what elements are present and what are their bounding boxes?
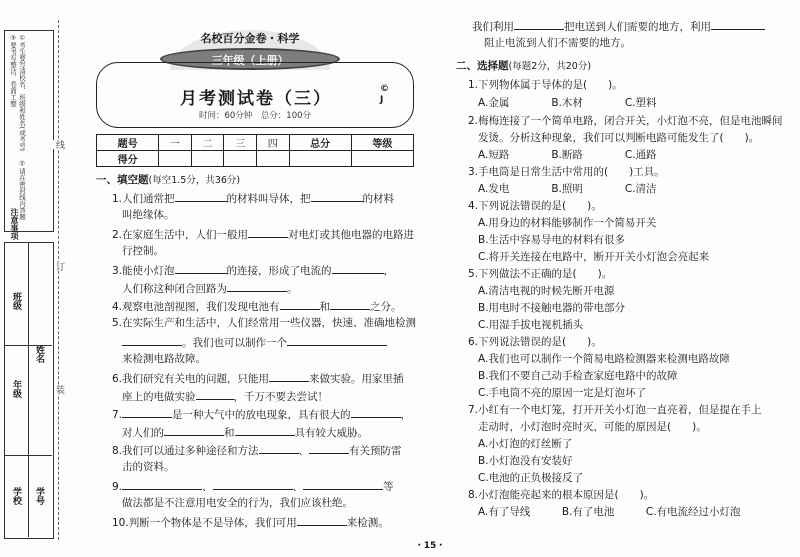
choice-line[interactable]: C.手电筒不亮的原因一定是灯泡坏了 — [478, 387, 647, 399]
field-grade-label[interactable]: 年级 — [11, 380, 21, 398]
score-header-cell: 三 — [224, 135, 257, 151]
score-header-cell: 总分 — [289, 135, 351, 151]
choice-line[interactable]: A.金属 B.木材 C.塑料 — [478, 97, 657, 109]
score-row-label: 得分 — [97, 151, 159, 167]
choice-line: 发烫。分析这种现象，我们可以判断电路可能发生了( )。 — [478, 132, 760, 144]
choice-line[interactable]: B.生活中容易导电的材料有很多 — [478, 234, 626, 246]
field-school-label[interactable]: 学校 — [11, 487, 21, 505]
q9-line1: 9. 、 、 等 — [112, 478, 394, 494]
choice-line: 4.下列说法错误的是( )。 — [468, 200, 602, 212]
answer-blank[interactable] — [122, 334, 182, 346]
answer-blank[interactable] — [213, 478, 293, 490]
field-id-label[interactable]: 学号 — [34, 487, 44, 505]
grade-label: 三年级（上册） — [211, 54, 289, 67]
answer-blank[interactable] — [164, 424, 224, 436]
answer-blank[interactable] — [311, 190, 363, 202]
section2-heading — [456, 58, 591, 73]
notice-item-1: ①考生要写清校名、班级和姓名(或考号) — [18, 34, 26, 152]
answer-blank[interactable] — [175, 262, 227, 274]
time-score: 时间：60分钟 总分：100分 — [198, 111, 312, 121]
score-header-cell: 题号 — [97, 135, 159, 151]
choice-line[interactable]: C.电池的正负极接反了 — [478, 472, 584, 484]
choice-line: 3.手电筒是日常生活中常用的( )工具。 — [468, 166, 665, 178]
q6-line2: 座上的电做实验 ，千万不要去尝试！ — [122, 388, 328, 404]
q1-line1: 1.人们通常把 的材料叫导体，把 的材料 — [112, 190, 394, 206]
answer-blank[interactable] — [196, 388, 234, 400]
choice-line[interactable]: C.用湿手拔电视机插头 — [478, 319, 584, 331]
choice-line[interactable]: A.用身边的材料能够制作一个简易开关 — [478, 217, 657, 229]
q7-line1: 7. 是一种大气中的放电现象，具有很大的 ， — [112, 406, 411, 422]
choice-line[interactable]: A.我们也可以制作一个简易电路检测器来检测电路故障 — [478, 353, 730, 365]
answer-blank[interactable] — [259, 442, 299, 454]
series-label: 名校百分金卷・科学 — [200, 32, 300, 45]
score-cell[interactable] — [289, 151, 351, 167]
score-cell[interactable] — [256, 151, 289, 167]
answer-blank[interactable] — [122, 478, 202, 490]
answer-blank[interactable] — [248, 226, 288, 238]
answer-blank[interactable] — [303, 478, 383, 490]
q2-line1: 2.在家庭生活中，人们一般用 对电灯或其他电器的电路进 — [112, 226, 414, 242]
score-cell[interactable] — [224, 151, 257, 167]
q5-line3: 来检测电路故障。 — [122, 353, 206, 365]
choice-line[interactable]: B.小灯泡没有安装好 — [478, 455, 573, 467]
side-mark: ©J — [380, 84, 389, 105]
choice-line[interactable]: B.我们不要自己动手检查家庭电路中的故障 — [478, 370, 678, 382]
score-cell[interactable] — [351, 151, 413, 167]
score-header-cell: 等级 — [351, 135, 413, 151]
binding-mark-ding: 订 — [54, 262, 64, 271]
q8-line1: 8.我们可以通过多种途径和方法 、 有关预防雷 — [112, 442, 402, 458]
q5-line1: 5.在实际生产和生活中，人们经常用一些仪器，快速、准确地检测 — [112, 317, 417, 329]
notice-item-2: ②请在密封线内答题 — [18, 159, 26, 220]
choice-line: 1.下列物体属于导体的是( )。 — [468, 79, 623, 91]
section2-note: (每题2分，共20分) — [508, 61, 592, 72]
answer-blank[interactable] — [330, 298, 370, 310]
binding-line — [58, 20, 59, 540]
q10-line1: 10.判断一个物体是不是导体，我们可用 来检测。 — [112, 514, 389, 530]
answer-blank[interactable] — [235, 424, 295, 436]
q6-line1: 6.我们研究有关电的问题，只能用 来做实验。用家里插 — [112, 370, 404, 386]
choice-line: 2.梅梅连接了一个简单电路，闭合开关，小灯泡不亮，但是电池瞬间 — [468, 115, 783, 127]
q1-line2: 叫绝缘体。 — [122, 209, 175, 221]
field-class-label[interactable]: 班级 — [11, 292, 21, 310]
binding-mark-line: 线 — [54, 140, 64, 149]
choice-line: 8.小灯泡能亮起来的根本原因是( )。 — [468, 489, 655, 501]
choice-line[interactable]: A.发电 B.照明 C.清洁 — [478, 183, 657, 195]
notice-item-3: ③要书写整洁、卷面工整 — [9, 34, 17, 107]
q3-line2: 人们称这种闭合回路为 。 — [122, 280, 298, 296]
answer-blank[interactable] — [297, 514, 347, 526]
answer-blank[interactable] — [309, 442, 349, 454]
choice-line[interactable]: A.有了导线 B.有了电池 C.有电流经过小灯泡 — [478, 506, 741, 518]
notice-items — [8, 34, 26, 224]
choice-line[interactable]: B.用电时不接触电器的带电部分 — [478, 302, 626, 314]
section1-heading — [96, 172, 240, 187]
choice-line[interactable]: A.小灯泡的灯丝断了 — [478, 438, 573, 450]
score-table-score-row — [97, 151, 414, 167]
score-header-cell: 四 — [256, 135, 289, 151]
answer-blank[interactable] — [287, 334, 387, 346]
answer-blank[interactable] — [280, 298, 320, 310]
q3-line1: 3.能使小灯泡 的连接，形成了电流的 ， — [112, 262, 394, 278]
field-name-label[interactable]: 姓名 — [34, 345, 44, 363]
answer-blank[interactable] — [711, 18, 765, 30]
q9-line2: 做法都是不注意用电安全的行为，我们应该杜绝。 — [122, 497, 353, 509]
answer-blank[interactable] — [227, 280, 287, 292]
notice-title: 注意事项 — [10, 208, 19, 240]
score-cell[interactable] — [159, 151, 192, 167]
q7-line2: 对人们的 和 具有较大威胁。 — [122, 424, 368, 440]
choice-line: 走动时，小灯泡时亮时灭，可能的原因是( )。 — [478, 421, 707, 433]
answer-blank[interactable] — [175, 190, 227, 202]
choice-line[interactable]: A.短路 B.断路 C.通路 — [478, 149, 657, 161]
answer-blank[interactable] — [269, 370, 309, 382]
answer-blank[interactable] — [332, 262, 384, 274]
choice-line: 6.下列说法错误的是( )。 — [468, 336, 602, 348]
answer-blank[interactable] — [514, 18, 564, 30]
q5-line2: 。我们也可以制作一个 — [122, 334, 387, 350]
q4-line1: 4.观察电池剖视图，我们发现电池有 和 之分。 — [112, 298, 402, 314]
score-table — [96, 134, 414, 167]
q11-line2: 阻止电流到人们不需要的地方。 — [484, 37, 631, 49]
choice-line: 7.小红有一个电灯笼，打开开关小灯泡一直亮着，但是提在手上 — [468, 404, 762, 416]
section1-title: 一、填空题 — [96, 174, 149, 186]
answer-blank[interactable] — [351, 406, 401, 418]
binding-mark-zhuang: 装 — [54, 385, 64, 394]
score-header-cell: 二 — [191, 135, 224, 151]
q8-line2: 击的资料。 — [122, 461, 175, 473]
score-cell[interactable] — [191, 151, 224, 167]
page-number: ・15・ — [414, 541, 446, 551]
q11-line1: 我们利用 把电送到人们需要的地方，利用 — [472, 18, 765, 34]
choice-line[interactable]: C.将开关连接在电路中，断开开关小灯泡会亮起来 — [478, 251, 710, 263]
section2-title: 二、选择题 — [456, 60, 509, 72]
choice-line: 5.下列做法不正确的是( )。 — [468, 268, 613, 280]
choice-line[interactable]: A.清洁电视的时候先断开电源 — [478, 285, 615, 297]
exam-title: 月考测试卷（三） — [180, 89, 332, 109]
answer-blank[interactable] — [122, 406, 172, 418]
score-table-header-row — [97, 135, 414, 151]
q2-line2: 行控制。 — [122, 245, 164, 257]
score-header-cell: 一 — [159, 135, 192, 151]
section1-note: (每空1.5分，共36分) — [148, 175, 241, 186]
